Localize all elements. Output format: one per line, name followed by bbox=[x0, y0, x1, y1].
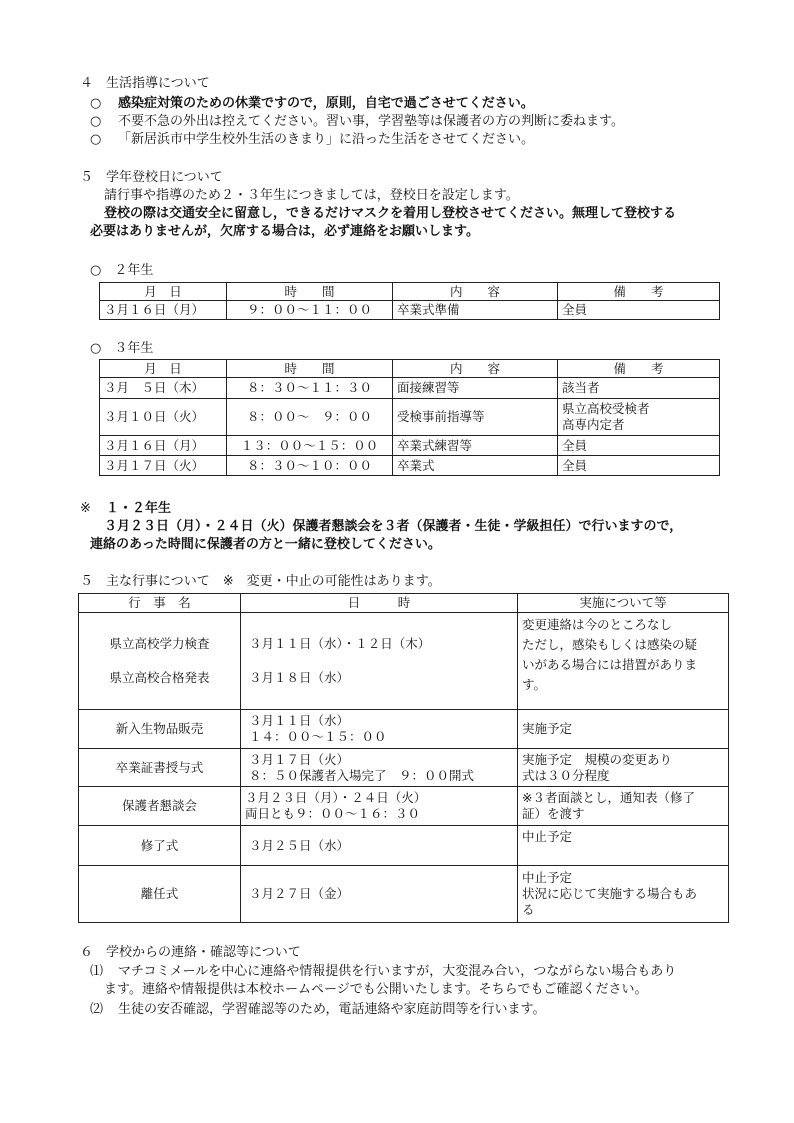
content-cell: 卒業式練習等 bbox=[393, 436, 558, 456]
section4-heading: ４ 生活指導について bbox=[80, 76, 210, 91]
remarks-cell: 該当者 bbox=[558, 378, 720, 399]
event-note-cell bbox=[518, 613, 729, 710]
table-row bbox=[100, 456, 720, 476]
event-name: 県立高校学力検査 bbox=[109, 636, 210, 651]
event-note-line: ※３者面談とし，通知表（修了 bbox=[522, 790, 695, 805]
table-row bbox=[100, 378, 720, 399]
conference-notice-line2: 連絡のあった時間に保護者の方と一緒に登校してください。 bbox=[90, 537, 441, 552]
bullet-mark: ○ bbox=[90, 132, 102, 147]
attendance-notice-line1: 登校の際は交通安全に留意し，できるだけマスクを着用し登校させてください。無理して登校する bbox=[104, 206, 677, 221]
event-name-cell: 修了式 bbox=[79, 826, 241, 866]
event-name-cell: 新入生物品販売 bbox=[79, 710, 241, 749]
event-date-cell: ３月２７日（金） bbox=[241, 866, 518, 923]
event-name-cell: 保護者懇談会 bbox=[79, 787, 241, 826]
grade2-schedule-table bbox=[99, 282, 720, 320]
remarks-line: 高専内定者 bbox=[562, 417, 625, 432]
contact-item1-line1: マチコミメールを中心に連絡や情報提供を行いますが，大変混み合い，つながらない場合もあり bbox=[118, 964, 677, 979]
time-cell: ８：３０〜１１：３０ bbox=[227, 378, 393, 399]
content-cell: 面接練習等 bbox=[393, 378, 558, 399]
event-time: ８：５０保護者入場完了 ９：００開式 bbox=[249, 767, 475, 783]
date-cell: ３月 ５日（木） bbox=[100, 378, 227, 399]
event-note-line: ただし，感染もしくは感染の疑 bbox=[522, 637, 698, 652]
event-note-line: いがある場合には措置がありま bbox=[522, 657, 698, 672]
content-cell: 卒業式 bbox=[393, 456, 558, 476]
event-note-cell bbox=[518, 866, 729, 923]
conference-notice-line1: ３月２３日（月）・２４日（火）保護者懇談会を３者（保護者・生徒・学級担任）で行いますので， bbox=[104, 519, 683, 534]
section5-heading: ５ 学年登校日について bbox=[80, 170, 223, 185]
event-note-line: 状況に応じて実施する場合もあ bbox=[522, 886, 698, 901]
date-cell: ３月１７日（火） bbox=[100, 456, 227, 476]
grade3-schedule-table bbox=[99, 359, 720, 476]
table-row bbox=[79, 787, 729, 826]
event-date: ３月１７日（火） bbox=[249, 751, 350, 767]
header-time: 時 間 bbox=[227, 360, 393, 378]
time-cell: ８：００〜 ９：００ bbox=[227, 399, 393, 436]
section6-heading: ６ 学校からの連絡・確認等について bbox=[80, 945, 301, 960]
item-number: ⑴ bbox=[90, 964, 104, 979]
event-date-cell bbox=[241, 749, 518, 787]
event-date: ３月１１日（水）・１２日（木） bbox=[249, 636, 431, 651]
attendance-intro: 請行事や指導のため２・３年生につきましては，登校日を設定します。 bbox=[104, 188, 519, 203]
content-cell: 卒業式準備 bbox=[393, 301, 558, 320]
date-cell: ３月１０日（火） bbox=[100, 399, 227, 436]
contact-item2-line1: 生徒の安否確認，学習確認等のため，電話連絡や家庭訪問等を行います。 bbox=[118, 1002, 546, 1017]
event-note-line: る bbox=[522, 902, 535, 917]
event-time: １４：００〜１５：００ bbox=[249, 729, 387, 744]
event-date-cell bbox=[241, 787, 518, 826]
time-cell: ９：００〜１１：００ bbox=[227, 301, 393, 320]
event-note-line: 変更連絡は今のところなし bbox=[522, 617, 673, 632]
item-number: ⑵ bbox=[90, 1002, 104, 1017]
header-remarks: 備 考 bbox=[558, 360, 720, 378]
remarks-cell: 全員 bbox=[558, 436, 720, 456]
table-row bbox=[100, 436, 720, 456]
remarks-cell: 全員 bbox=[558, 301, 720, 320]
event-note-line: 式は３０分程度 bbox=[522, 767, 610, 783]
header-date: 月 日 bbox=[100, 360, 227, 378]
remarks-cell: 全員 bbox=[558, 456, 720, 476]
event-time: 両日とも９：００〜１６：３０ bbox=[245, 806, 421, 821]
header-date: 月 日 bbox=[100, 283, 227, 301]
header-remarks: 備 考 bbox=[558, 283, 720, 301]
table-row bbox=[79, 826, 729, 866]
event-date-cell: ３月２５日（水） bbox=[241, 826, 518, 866]
event-name-cell: 離任式 bbox=[79, 866, 241, 923]
date-cell: ３月１６日（月） bbox=[100, 301, 227, 320]
guidance-item-1: 感染症対策のための休業ですので，原則，自宅で過ごさせてください。 bbox=[118, 96, 534, 111]
event-note-line: 証）を渡す bbox=[522, 806, 585, 821]
remarks-cell bbox=[558, 399, 720, 436]
table-row bbox=[79, 613, 729, 710]
grade3-label: ○ ３年生 bbox=[90, 341, 154, 356]
event-date: ３月２３日（月）・２４日（火） bbox=[245, 790, 427, 805]
header-content: 内 容 bbox=[393, 283, 558, 301]
events-table bbox=[78, 593, 729, 923]
content-cell: 受検事前指導等 bbox=[393, 399, 558, 436]
event-name-cell: 卒業証書授与式 bbox=[79, 749, 241, 787]
grade2-label: ○ ２年生 bbox=[90, 263, 154, 278]
table-row bbox=[100, 399, 720, 436]
events-heading: ５ 主な行事について ※ 変更・中止の可能性はあります。 bbox=[80, 574, 441, 589]
note-mark: ※ bbox=[80, 501, 91, 516]
event-note-cell bbox=[518, 787, 729, 826]
header-time: 時 間 bbox=[227, 283, 393, 301]
event-date: ３月１８日（水） bbox=[249, 670, 350, 685]
contact-item1-line2: ます。連絡や情報提供は本校ホームページでも公開いたします。そちらでもご確認ください。 bbox=[104, 982, 648, 997]
table-row bbox=[100, 301, 720, 320]
event-note-line: す。 bbox=[522, 677, 547, 692]
table-row bbox=[79, 710, 729, 749]
header-datetime: 日 時 bbox=[241, 594, 518, 613]
attendance-notice-line2: 必要はありませんが，欠席する場合は，必ず連絡をお願いします。 bbox=[90, 224, 479, 239]
event-name: 県立高校合格発表 bbox=[109, 670, 210, 685]
event-note-cell: 中止予定 bbox=[518, 826, 729, 866]
header-content: 内 容 bbox=[393, 360, 558, 378]
guidance-item-2: 不要不急の外出は控えてください。習い事，学習塾等は保護者の方の判断に委ねます。 bbox=[118, 114, 624, 129]
remarks-line: 県立高校受検者 bbox=[562, 401, 650, 416]
event-name-cell bbox=[79, 613, 241, 710]
event-note-cell: 実施予定 bbox=[518, 710, 729, 749]
time-cell: ８：３０〜１０：００ bbox=[227, 456, 393, 476]
bullet-mark: ○ bbox=[90, 96, 102, 111]
event-note-cell bbox=[518, 749, 729, 787]
event-note-line: 中止予定 bbox=[522, 870, 573, 885]
header-notes: 実施について等 bbox=[518, 594, 729, 613]
table-row bbox=[79, 749, 729, 787]
time-cell: １３：００〜１５：００ bbox=[227, 436, 393, 456]
event-note-line: 実施予定 規模の変更あり bbox=[522, 751, 673, 767]
table-row bbox=[79, 866, 729, 923]
date-cell: ３月１６日（月） bbox=[100, 436, 227, 456]
bullet-mark: ○ bbox=[90, 114, 102, 129]
header-event-name: 行 事 名 bbox=[79, 594, 241, 613]
note-title: １・２年生 bbox=[106, 501, 172, 516]
event-date: ３月１１日（水） bbox=[249, 713, 350, 728]
event-date-cell bbox=[241, 710, 518, 749]
event-date-cell bbox=[241, 613, 518, 710]
guidance-item-3: 「新居浜市中学生校外生活のきまり」に沿った生活をさせてください。 bbox=[118, 132, 535, 147]
